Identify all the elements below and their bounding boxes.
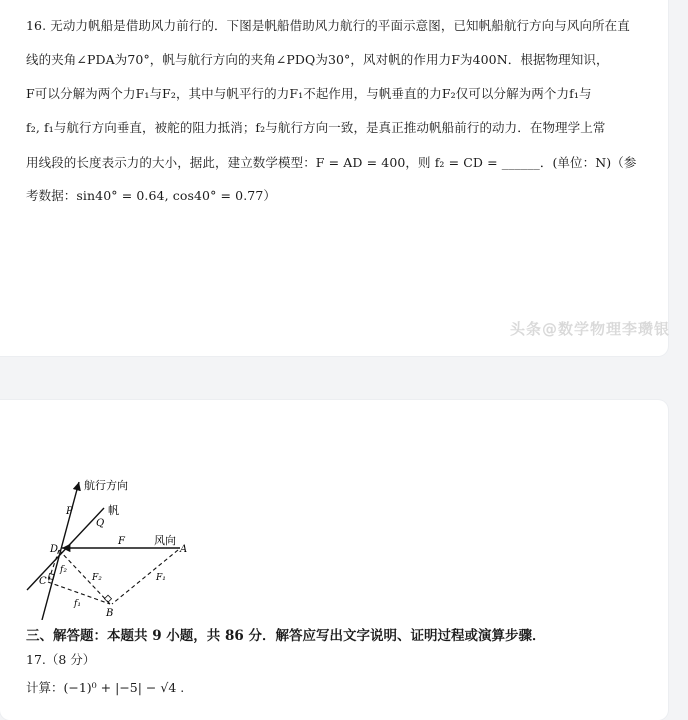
section-3-title: 三、解答题：本题共 9 小题，共 86 分．解答应写出文字说明、证明过程或演算步骤． xyxy=(26,628,546,644)
label-c: C xyxy=(39,576,47,587)
label-b: B xyxy=(106,608,114,619)
force-f1-dashed xyxy=(112,550,178,604)
force-f2-dashed xyxy=(59,550,110,604)
label-p: P xyxy=(66,506,73,517)
q16-line-2: 线的夹角∠PDA为70°，帆与航行方向的夹角∠PDQ为30°，风对帆的作用力F为400N．根据物理知识， xyxy=(26,52,609,67)
q16-line-5: 用线段的长度表示力的大小，据此，建立数学模型：F = AD = 400，则 f₂ = CD = ______．(单位：N)（参 xyxy=(26,155,637,170)
label-a: A xyxy=(180,544,188,555)
label-wind: 风向 xyxy=(154,534,176,547)
q16-line-6: 考数据：sin40° = 0.64, cos40° = 0.77） xyxy=(26,188,276,203)
label-f2-big: F₂ xyxy=(92,573,102,583)
q17-body: 计算：(−1)⁰ + |−5| − √4 . xyxy=(26,680,185,695)
q16-line-1: 16. 无动力帆船是借助风力前行的．下图是帆船借助风力航行的平面示意图，已知帆船航行方向与风向所在直 xyxy=(26,18,630,33)
label-q: Q xyxy=(96,518,105,529)
label-f: F xyxy=(118,536,125,547)
sailboat-force-diagram xyxy=(22,474,192,620)
label-f1-small: f₁ xyxy=(74,599,81,609)
label-d: D xyxy=(50,544,59,555)
q17-header: 17.（8 分） xyxy=(26,652,96,667)
label-sail: 帆 xyxy=(108,504,119,517)
q16-line-4: f₂, f₁与航行方向垂直，被舵的阻力抵消；f₂与航行方向一致，是真正推动帆船前行的动力．在物理学上常 xyxy=(26,120,606,135)
label-direction: 航行方向 xyxy=(84,479,128,492)
q16-line-3: F可以分解为两个力F₁与F₂，其中与帆平行的力F₁不起作用，与帆垂直的力F₂仅可以分解为两个力f₁与 xyxy=(26,86,592,101)
label-f2-small: f₂ xyxy=(60,565,67,575)
label-f1-big: F₁ xyxy=(156,573,166,583)
watermark: 头条@数学物理李瓒银 xyxy=(509,320,670,338)
